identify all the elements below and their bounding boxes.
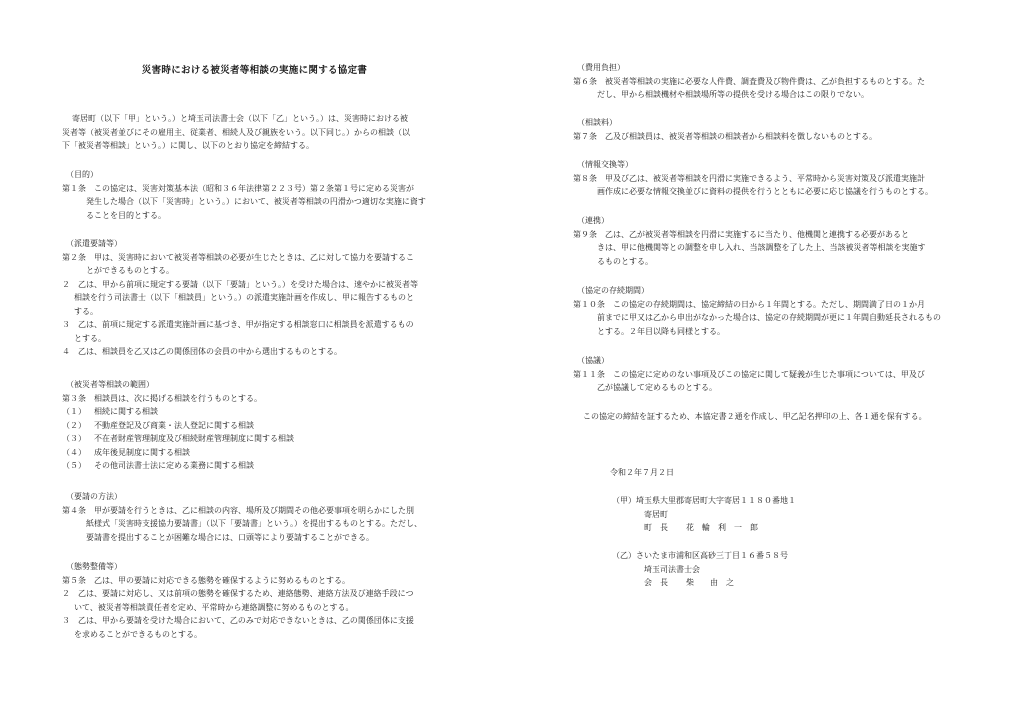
article-line: 第８条 甲及び乙は、被災者等相談を円滑に実施できるよう、平常時から災害対策及び派遣実施計 (573, 173, 925, 183)
article-4 (62, 490, 447, 544)
article-line: 第２条 甲は、災害時において被災者等相談の必要が生じたときは、乙に対して協力を要請するこ (62, 252, 414, 262)
article-line: いて、被災者等相談責任者を定め、平常時から連絡調整に努めるものとする。 (74, 602, 354, 612)
list-item (62, 446, 447, 460)
article-line: 第６条 被災者等相談の実施に必要な人件費、調査費及び物件費は、乙が負担するものとする。た (573, 76, 925, 86)
article-1 (62, 168, 447, 222)
article-heading: （連携） (577, 216, 609, 225)
article-line: とする。 (74, 333, 106, 343)
article-line: 第７条 乙及び相談員は、被災者等相談の相談者から相談料を徴しないものとする。 (573, 131, 877, 141)
article-heading: （協議） (577, 356, 609, 365)
article-line: 第１条 この協定は、災害対策基本法（昭和３６年法律第２２３号）第２条第１号に定める災害が (62, 183, 414, 193)
article-2 (62, 237, 447, 359)
party-a-rep (612, 521, 796, 535)
article-heading: （相談料） (577, 118, 617, 127)
article-line: 紙様式「災害時支援協力要請書」（以下「要請書」という。）を提出するものとする。ただし、 (86, 519, 422, 528)
article-heading: （情報交換等） (577, 160, 633, 169)
item-number: （５） (62, 461, 86, 470)
list-item (62, 419, 447, 433)
article-line: とする。２年目以降も同様とする。 (597, 326, 725, 336)
article-heading: （協定の存続期間） (577, 286, 649, 295)
article-line: きは、甲に他機関等との調整を申し入れ、当該調整を了した上、当該被災者等相談を実施す (597, 243, 926, 252)
party-b-role: 会 長 (644, 578, 668, 587)
article-line: ４ 乙は、相談員を乙又は乙の関係団体の会員の中から選出するものとする。 (62, 347, 342, 356)
item-text: 不動産登記及び商業・法人登記に関する相談 (94, 420, 254, 430)
article-heading: （派遣要請等） (66, 239, 122, 248)
article-heading: （目的） (66, 170, 98, 179)
article-line: ることを目的とする。 (86, 210, 166, 220)
party-b-name: 柴 由 之 (686, 578, 734, 587)
article-heading: （被災者等相談の範囲） (66, 380, 154, 389)
article-8 (573, 158, 965, 199)
item-number: （１） (62, 407, 86, 416)
article-heading: （態勢整備等） (66, 562, 122, 571)
closing-statement (573, 410, 965, 424)
item-text: 不在者財産管理制度及び相続財産管理制度に関する相談 (94, 434, 294, 443)
article-5 (62, 560, 447, 641)
article-line: 相談を行う司法書士（以下「相談員」という。）の派遣実施計画を作成し、甲に報告するものと (74, 293, 414, 302)
article-line: 要請書を提出することが困難な場合には、口頭等により要請することができる。 (86, 532, 374, 542)
list-item (62, 405, 447, 419)
article-line: 第４条 甲が要請を行うときは、乙に相談の内容、場所及び期間その他必要事項を明らかにした別 (62, 505, 414, 515)
article-line: 画作成に必要な情報交換並びに資料の提供を行うとともに必要に応じ協議を行うものとする。 (597, 187, 933, 196)
article-line: とができるものとする。 (86, 266, 174, 275)
item-number: （３） (62, 434, 86, 443)
signatory-a (612, 494, 796, 535)
preamble (62, 112, 447, 153)
party-a-address: （甲）埼玉県大里郡寄居町大字寄居１１８０番地１ (612, 496, 796, 505)
article-heading: （費用負担） (577, 63, 625, 72)
article-line: 第３条 相談員は、次に掲げる相談を行うものとする。 (62, 393, 262, 403)
agreement-date (610, 466, 674, 480)
closing-line: この協定の締結を証するため、本協定書２通を作成し、甲乙記名押印の上、各１通を保有する。 (583, 412, 927, 421)
article-11 (573, 354, 965, 395)
preamble-line: 災者等（被災者並びにその雇用主、従業者、相続人及び親族をいう。以下同じ。）からの相談（以 (62, 127, 410, 137)
article-line: する。 (74, 306, 98, 316)
article-9 (573, 214, 965, 268)
article-line: ２ 乙は、甲から前項に規定する要請（以下「要請」という。）を受けた場合は、速やかに被災者等 (62, 279, 418, 289)
article-line: 第１０条 この協定の存続期間は、協定締結の日から１年間とする。ただし、期間満了日の１か月 (573, 299, 925, 309)
date-text: 令和２年７月２日 (610, 468, 674, 477)
document-title: 災害時における被災者等相談の実施に関する協定書 (141, 65, 368, 76)
article-line: ２ 乙は、要請に対応し、又は前項の態勢を確保するため、連絡態勢、連絡方法及び連絡手段につ (62, 589, 414, 598)
item-number: （２） (62, 420, 86, 430)
article-6 (573, 61, 965, 102)
party-a-org: 寄居町 (644, 509, 668, 519)
item-text: その他司法書士法に定める業務に関する相談 (94, 461, 254, 470)
article-3 (62, 378, 447, 473)
article-heading: （要請の方法） (66, 492, 122, 501)
article-7 (573, 116, 965, 143)
list-item (62, 432, 447, 446)
party-b-address: （乙）さいたま市浦和区高砂三丁目１６番５８号 (612, 551, 788, 560)
article-line: 第９条 乙は、乙が被災者等相談を円滑に実施するに当たり、他機関と連携する必要があると (573, 229, 909, 239)
article-line: 第５条 乙は、甲の要請に対応できる態勢を確保するように努めるものとする。 (62, 575, 350, 585)
article-line: るものとする。 (597, 256, 653, 266)
article-line: 発生した場合（以下「災害時」という。）において、被災者等相談の円滑かつ適切な実施に資す (86, 197, 426, 206)
article-line: ３ 乙は、前項に規定する派遣実施計画に基づき、甲が指定する相談窓口に相談員を派遣するもの (62, 320, 414, 329)
article-line: を求めることができるものとする。 (74, 629, 202, 639)
article-line: だし、甲から相談機材や相談場所等の提供を受ける場合はこの限りでない。 (597, 90, 869, 99)
list-item (62, 459, 447, 473)
item-number: （４） (62, 447, 86, 457)
article-line: 乙が協議して定めるものとする。 (597, 383, 717, 392)
article-10 (573, 284, 965, 338)
item-text: 成年後見制度に関する相談 (94, 447, 190, 457)
signatory-b (612, 549, 788, 590)
party-a-role: 町 長 (644, 523, 668, 532)
article-line: ３ 乙は、甲から要請を受けた場合において、乙のみで対応できないときは、乙の関係団体に支援 (62, 616, 414, 625)
party-b-org: 埼玉司法書士会 (644, 564, 700, 574)
preamble-line: 下「被災者等相談」という。）に関し、以下のとおり協定を締結する。 (62, 141, 314, 150)
article-line: 前までに甲又は乙から申出がなかった場合は、協定の存続期間が更に１年間自動延長されるもの (597, 313, 941, 322)
party-b-rep (612, 576, 788, 590)
party-a-name: 花 輪 利 一 郎 (686, 523, 758, 532)
article-line: 第１１条 この協定に定めのない事項及びこの協定に関して疑義が生じた事項については、甲及び (573, 369, 925, 379)
item-text: 相続に関する相談 (94, 407, 158, 416)
preamble-line: 寄居町（以下「甲」という。）と埼玉司法書士会（以下「乙」という。）は、災害時における被 (72, 114, 408, 123)
